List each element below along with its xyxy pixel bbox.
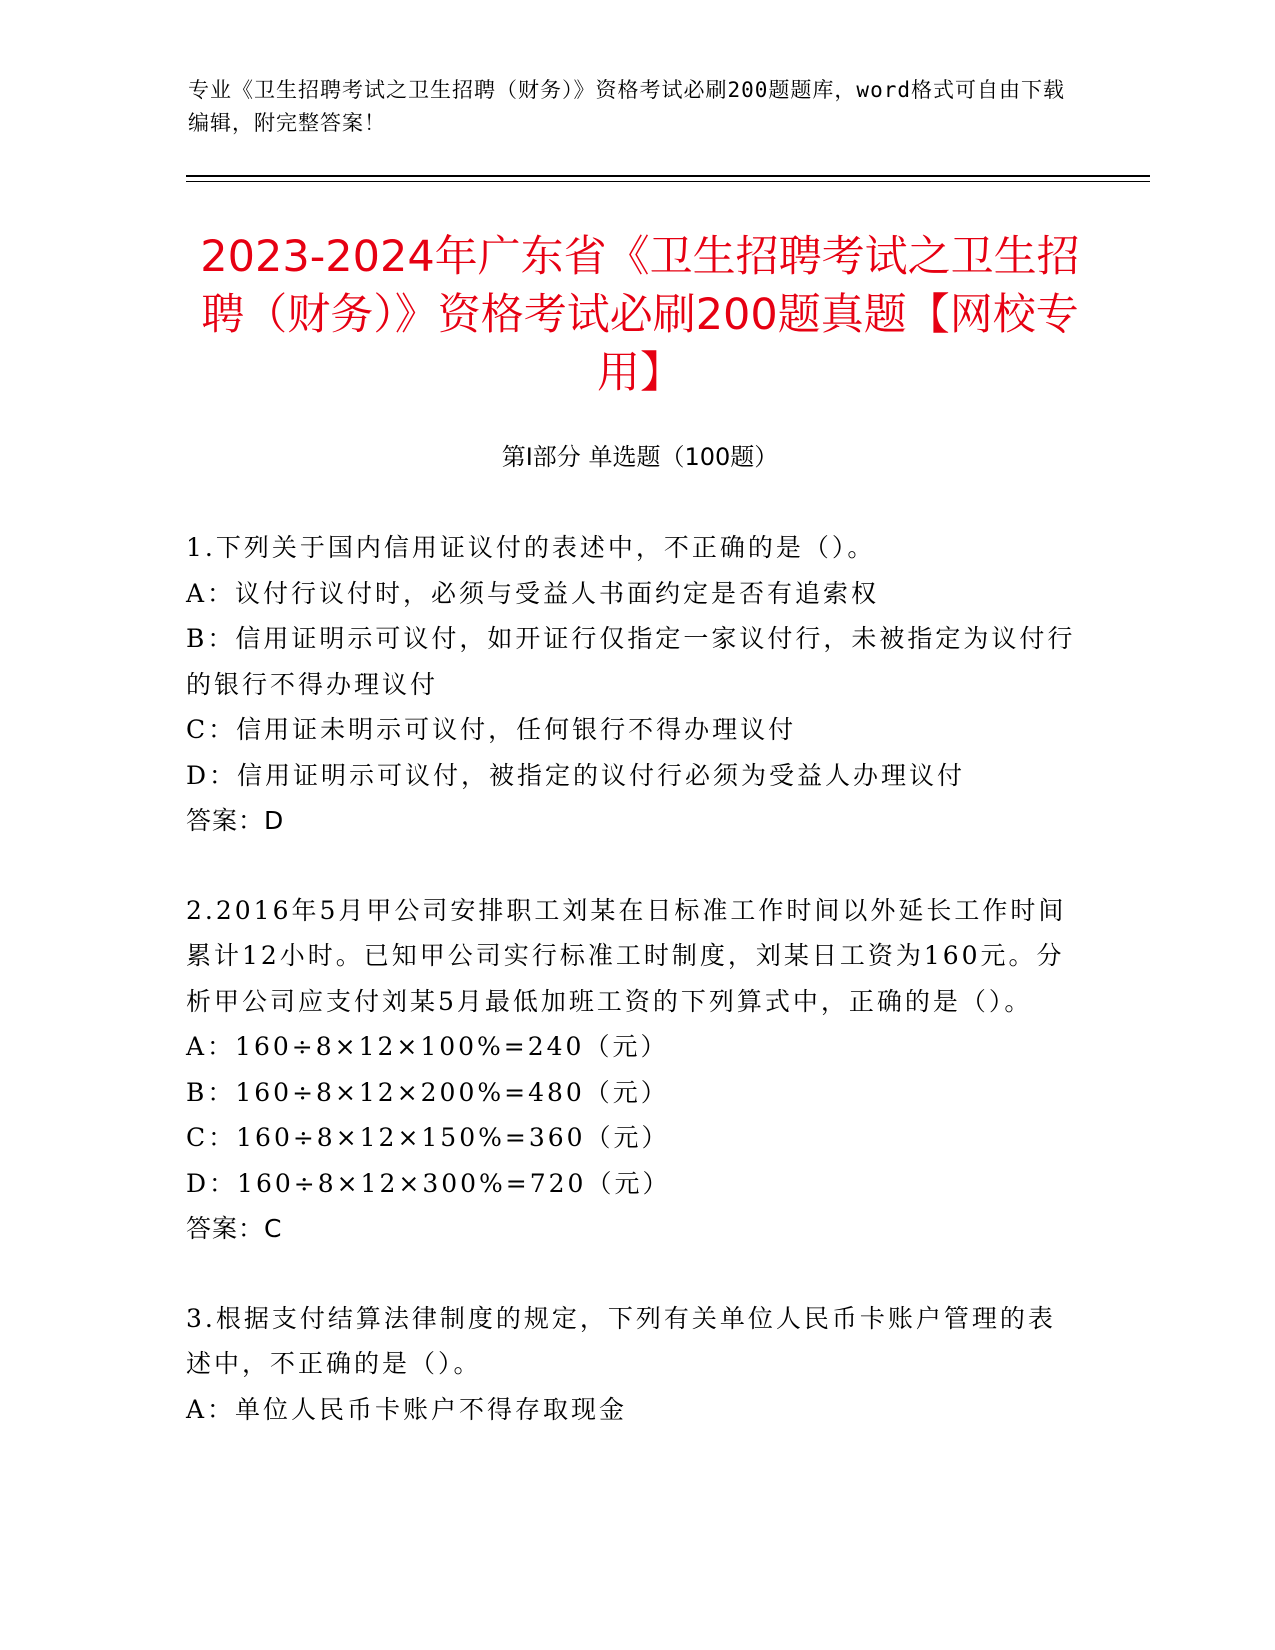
header-divider-thin [186,181,1150,182]
question-2 [186,888,1076,1252]
option-c: C：信用证未明示可议付，任何银行不得办理议付 [186,715,797,744]
answer: 答案：D [186,806,285,835]
section-heading: 第I部分 单选题（100题） [501,443,779,471]
document-title: 2023-2024年广东省《卫生招聘考试之卫生招聘（财务）》资格考试必刷200题真题【网校专用】 [200,232,1080,398]
answer: 答案：C [186,1214,283,1243]
header-divider-thick [186,175,1150,177]
question-stem: 1.下列关于国内信用证议付的表述中，不正确的是（）。 [186,533,876,562]
question-list [186,525,1076,1476]
option-c: C：160÷8×12×150%=360（元） [186,1123,670,1152]
question-3 [186,1296,1076,1433]
option-b: B：160÷8×12×200%=480（元） [186,1077,669,1107]
header-note: 专业《卫生招聘考试之卫生招聘（财务）》资格考试必刷200题题库，word格式可自由下载编辑，附完整答案！ [188,78,1065,135]
option-d: D：160÷8×12×300%=720（元） [186,1168,671,1198]
question-stem: 2.2016年5月甲公司安排职工刘某在日标准工作时间以外延长工作时间累计12小时。已知甲公司实行标准工时制度，刘某日工资为160元。分析甲公司应支付刘某5月最低加班工资的下列算式中，正确的是（）。 [186,895,1067,1016]
option-b: B：信用证明示可议付，如开证行仅指定一家议付行，未被指定为议付行的银行不得办理议付 [186,624,1076,699]
option-a: A：单位人民币卡账户不得存取现金 [186,1394,628,1424]
option-a: A：160÷8×12×100%=240（元） [186,1032,669,1061]
option-a: A：议付行议付时，必须与受益人书面约定是否有追索权 [186,578,880,608]
question-stem: 3.根据支付结算法律制度的规定，下列有关单位人民币卡账户管理的表述中，不正确的是（）。 [186,1303,1056,1378]
option-d: D：信用证明示可议付，被指定的议付行必须为受益人办理议付 [186,760,966,790]
question-1 [186,525,1076,844]
